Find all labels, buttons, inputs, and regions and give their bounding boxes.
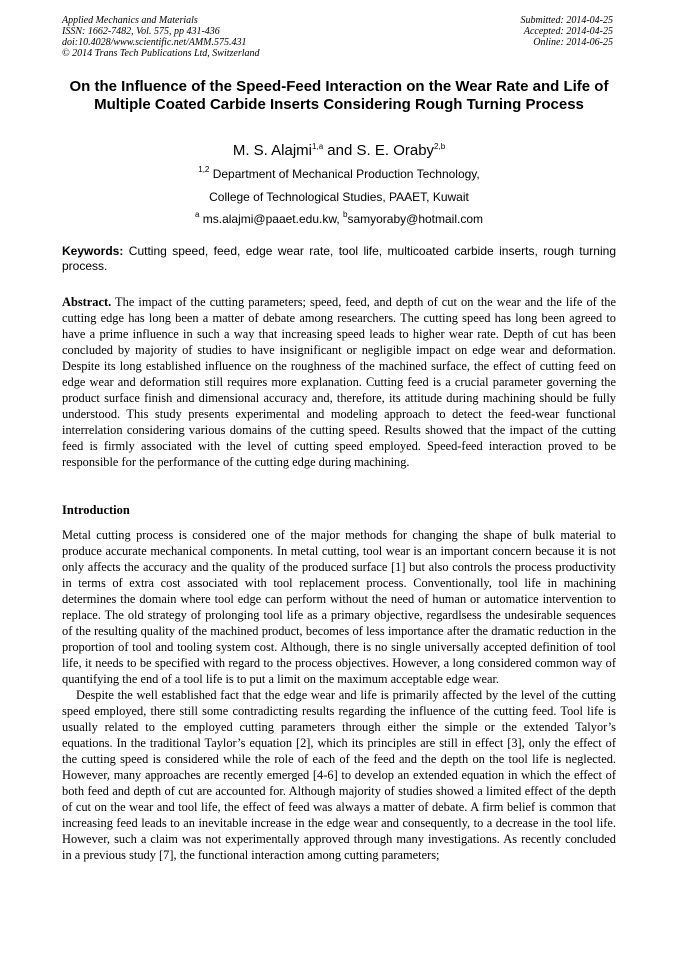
journal-issn: ISSN: 1662-7482, Vol. 575, pp 431-436: [62, 26, 220, 37]
affiliation-department: Department of Mechanical Production Technology,: [209, 167, 480, 181]
section-heading-introduction: Introduction: [62, 503, 130, 517]
author-2: S. E. Oraby: [356, 142, 435, 159]
intro-paragraph-2: Despite the well established fact that the edge wear and life is primarily affected by the level of the cutting speed employed, there still some contradicting results regarding the influence of the cutting feed. Tool life is usually related to the employed cutting parameters through either the simple or the extended Talyor’s equations. In the traditional Taylor’s equation [2], which its principles are still in effect [3], only the effect of the cutting speed is considered while the role of each of the feed and the depth on the tool life is neglected. However, many approaches are recently emerged [4-6] to develop an extended equation in which the effect of both feed and depth of cut are accounted for. Although majority of studies showed a limited effect of the depth of cut on the wear and tool life, the effect of feed was always a matter of debate. A firm belief is common that increasing feed leads to an inevitable increase in the edge wear and consequently, to a decrease in the tool life. However, such a claim was not experimentally approved through many investigations. As recently concluded in a previous study [7], the functional interaction among cutting parameters;: [62, 688, 616, 862]
author-2-affiliation-mark: 2,b: [434, 142, 446, 151]
email-b-mark: b: [343, 210, 348, 219]
journal-copyright: © 2014 Trans Tech Publications Ltd, Switzerland: [62, 48, 260, 59]
email-b: samyoraby@hotmail.com: [347, 212, 484, 226]
keywords-text: Cutting speed, feed, edge wear rate, tool life, multicoated carbide inserts, rough turning process.: [62, 244, 616, 273]
affiliation-mark: 1,2: [198, 165, 210, 174]
keywords-label: Keywords:: [62, 244, 124, 258]
author-line: [62, 141, 616, 161]
author-connector: and: [323, 142, 357, 159]
email-a-mark: a: [194, 210, 200, 219]
affiliation-line-2: College of Technological Studies, PAAET, Kuwait: [209, 190, 469, 204]
journal-header-left: [62, 15, 260, 59]
accepted-date: Accepted: 2014-04-25: [523, 26, 613, 37]
submitted-date: Submitted: 2014-04-25: [520, 15, 613, 26]
author-1-affiliation-mark: 1,a: [312, 142, 324, 151]
online-date: Online: 2014-06-25: [533, 37, 613, 48]
journal-doi: doi:10.4028/www.scientific.net/AMM.575.431: [62, 37, 247, 48]
affiliation-line-1: [62, 167, 616, 181]
abstract: [62, 294, 616, 470]
abstract-text: The impact of the cutting parameters; speed, feed, and depth of cut on the wear and the life of the cutting edge has long been a matter of debate among researchers. The cutting speed has long been agreed to have a prime influence in such a way that increasing speed leads to higher wear rate. Depth of cut has been concluded by majority of studies to have insignificant or negligible impact on edge wear and deformation. Despite its long established influence on the roughness of the machined surface, the effect of cutting feed on edge wear and deformation still requires more explanation. Cutting feed is a crucial parameter governing the product surface finish and dimensional accuracy and, therefore, its attitude during machining should be fully understood. This study presents experimental and modeling approach to detect the feed-wear functional interrelation considering various domains of the cutting speed. Results showed that the impact of the cutting feed is firmly associated with the level of cutting speed employed. Speed-feed interaction proved to be responsible for the performance of the cutting edge during machining.: [62, 295, 616, 469]
paper-title: On the Influence of the Speed-Feed Interaction on the Wear Rate and Life of Multiple Coated Carbide Inserts Considering Rough Turning Process: [69, 78, 609, 113]
abstract-label: Abstract.: [62, 295, 112, 309]
introduction-body: [62, 527, 616, 863]
keywords: [62, 244, 616, 273]
journal-header-right: [521, 15, 614, 48]
intro-paragraph-1: Metal cutting process is considered one of the major methods for changing the shape of bulk material to produce accurate mechanical components. In metal cutting, tool wear is an important concern because it is not only affects the accuracy and the quality of the produced surface [1] but also controls the process productivity in terms of extra cost associated with tool replacement process. Conventionally, tool life in machining determines the domain where tool edge can perform without the need of human or automatice intervention to replace. The old strategy of prolonging tool life as a primary objective, regardlsess the undesirable sequences of the resulting quality of the machined product, becomes of less importance after the dramatic reduction in the proportion of tool and tooling system cost. Although, there is no single universally accepted definition of tool life, it needs to be specified with regard to the process objectives. However, a long considered common way of quantifying the end of a tool life is to put a limit on the maximum acceptable edge wear.: [62, 528, 616, 686]
author-1: M. S. Alajmi: [232, 142, 313, 159]
journal-name: Applied Mechanics and Materials: [62, 15, 198, 26]
affiliation-emails: [62, 212, 616, 226]
email-a: ms.alajmi@paaet.edu.kw,: [199, 212, 343, 226]
